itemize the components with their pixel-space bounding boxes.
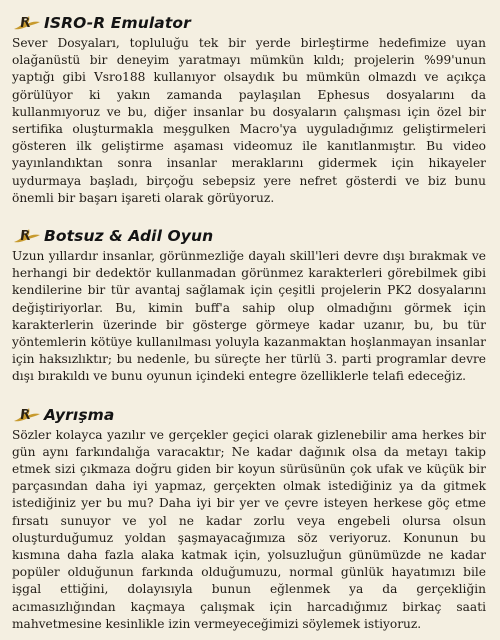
section-isro-r-emulator	[12, 12, 486, 207]
section-title: Botsuz & Adil Oyun	[44, 227, 214, 246]
r-wing-logo-icon	[12, 405, 42, 425]
section-heading	[12, 225, 486, 247]
section-text: Sever Dosyaları, topluluğu tek bir yerde birleştirme hedefimize uyan olağanüstü bir deneyim yaratmayı mümkün kıldı; projelerin %99'unun yaptığı gibi Vsro188 kullanıyor olsaydık bu mümkün olmazdı ve açıkça görülüyor ki yakın zamanda paylaşılan Ephesus dosyalarını da kullanmıyoruz ve bu, diğer insanlar bu dosyaların çalışması için özel bir sertifika oluşturmakla meşgulken Macro'ya uyguladığımız geliştirmeleri gösteren ilk geliştirme aşaması videomuz ile kanıtlanmıştır. Bu video yayınlandıktan sonra insanlar meraklarını gidermek için hikayeler uydurmaya başladı, birçoğu sebepsiz yere nefret gösterdi ve biz bunu önemli bir başarı işareti olarak görüyoruz.	[12, 36, 486, 205]
section-title: ISRO-R Emulator	[44, 14, 191, 32]
section-text: Sözler kolayca yazılır ve gerçekler geçici olarak gizlenebilir ama herkes bir gün aynı farkındalığa varacaktır; Ne kadar dağınık olsa da metayı takip etmek sizi çıkmaza doğru giden bir koyun sürüsünün çok ufak ve küçük bir parçasından daha iyi yapmaz, gerçekten olmak istediğiniz ya da gitmek istediğiniz yer bu mu? Daha iyi bir yer ve çevre isteyen herkese göç etme fırsatı sunuyor ve yol ne kadar zorlu veya engebeli olursa olsun oluşturduğumuz yoldan şaşmayacağımıza söz veriyoruz. Konunun bu kısmına daha fazla alaka katmak için, yolsuzluğun günümüzde ne kadar popüler olduğunun farkında olduğumuzu, normal günlük hayatımızı bile işgal ettiğini, dolayısıyla bunun eğlenmek ya da gerçekliğin acımasızlığından kaçmaya çalışmak için harcadığımız birkaç saati mahvetmesine kesinlikle izin vermeyeceğimizi söylemek istiyoruz.	[12, 427, 486, 631]
section-title: Ayrışma	[44, 405, 115, 424]
section-ayrisma	[12, 404, 486, 633]
section-heading	[12, 12, 486, 34]
section-heading	[12, 404, 486, 426]
r-wing-logo-icon	[12, 13, 42, 33]
r-wing-logo-icon	[12, 226, 42, 246]
section-text: Uzun yıllardır insanlar, görünmezliğe dayalı skill'leri devre dışı bırakmak ve herhangi bir dedektör kullanmadan görünmez karakterleri görebilmek gibi kendilerine bir tür avantaj sağlamak için çeşitli projelerin PK2 dosyalarını değiştiriyorlar. Bu, kimin buff'a sahip olup olmadığını görmek için karakterlerin üzerinde bir gösterge görmeye kadar uzanır, bu, bu tür yöntemlerin kötüye kullanılması yoluyla kazanmaktan hoşlanmayan insanlar için haksızlıktır; bu nedenle, bu süreçte her türlü 3. parti programlar devre dışı bırakıldı ve bunu oyunun içindeki entegre özelliklerle telafi edeceğiz.	[12, 249, 486, 384]
section-botsuz-adil-oyun	[12, 225, 486, 386]
